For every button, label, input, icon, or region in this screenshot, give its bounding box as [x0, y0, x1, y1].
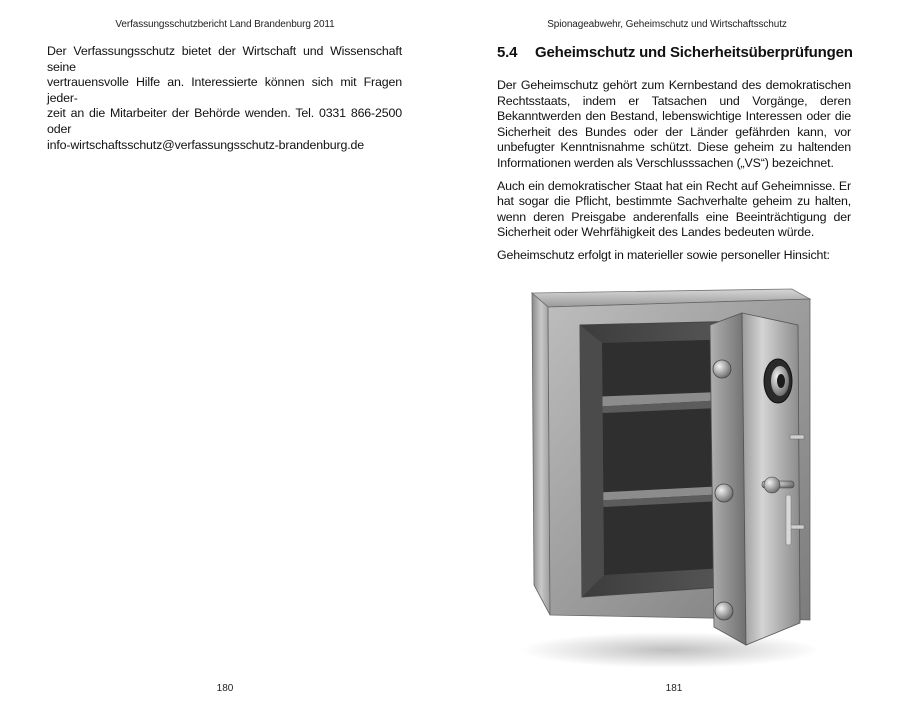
safe-illustration — [510, 285, 820, 670]
page-number-left: 180 — [216, 683, 234, 694]
right-body — [497, 78, 851, 271]
left-paragraph-line-1: Der Verfassungsschutz bietet der Wirtschaft und Wissenschaft seine — [47, 44, 402, 74]
email-address: info-wirtschaftsschutz@verfassungsschutz-brandenburg.de — [47, 137, 365, 152]
left-paragraph-line-2: vertrauensvolle Hilfe an. Interessierte können sich mit Fragen jeder- — [47, 75, 402, 105]
open-safe-icon — [510, 285, 820, 670]
paragraph-geheimschutz-definition: Der Geheimschutz gehört zum Kernbestand des demokratischen Rechtsstaats, indem er Tatsachen und Vorgänge, deren Bekanntwerden den Bestand, lebenswichtige Interessen oder die Sicherheit des Bundes oder der Länder gefährden kann, vor unbefugter Kenntnisnahme schützt. Diese geheim zu haltenden Informationen werden als Verschlusssachen („VS“) bezeichnet. — [497, 78, 851, 170]
section-heading — [497, 44, 857, 61]
running-head-right: Spionageabwehr, Geheimschutz und Wirtschaftsschutz — [547, 19, 787, 30]
page-number-right: 181 — [665, 683, 683, 694]
paragraph-recht-auf-geheimnisse: Auch ein demokratischer Staat hat ein Recht auf Geheimnisse. Er hat sogar die Pflicht, bestimmte Sachverhalte geheim zu halten, wenn deren Preisgabe anderenfalls eine Beeinträchtigung der Sicherheit oder Wehrfähigkeit des Landes bedeuten würde. — [497, 178, 851, 240]
paragraph-hinsicht: Geheimschutz erfolgt in materieller sowie personeller Hinsicht: — [497, 247, 830, 262]
left-paragraph — [47, 44, 402, 153]
running-head-left: Verfassungsschutzbericht Land Brandenburg 2011 — [115, 19, 335, 30]
section-title: Geheimschutz und Sicherheitsüberprüfungen — [535, 44, 853, 61]
section-number: 5.4 — [497, 44, 518, 61]
right-page — [450, 0, 900, 712]
left-paragraph-line-3: zeit an die Mitarbeiter der Behörde wenden. Tel. 0331 866-2500 oder — [47, 106, 402, 136]
